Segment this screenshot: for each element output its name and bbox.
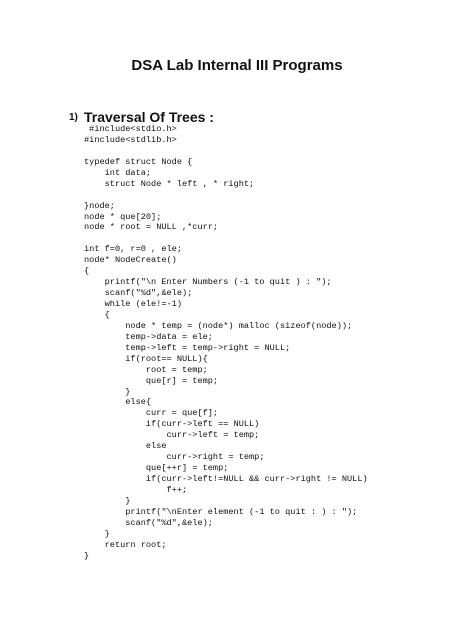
section-heading: Traversal Of Trees : [84, 109, 214, 125]
code-line [84, 146, 368, 157]
code-line: return root; [84, 539, 167, 550]
code-line: int data; [84, 167, 152, 178]
code-line: temp->data = ele; [84, 331, 213, 342]
code-line: { [84, 309, 110, 320]
code-line: node* NodeCreate() [84, 255, 177, 266]
code-line: }node; [84, 200, 115, 211]
code-line: curr->left = temp; [84, 430, 260, 441]
code-line: else [84, 441, 167, 452]
code-line: temp->left = temp->right = NULL; [84, 342, 291, 353]
code-line: } [84, 528, 110, 539]
code-line: scanf("%d",&ele); [84, 517, 213, 528]
code-line: { [84, 266, 90, 277]
code-line: que[r] = temp; [84, 375, 219, 386]
code-line: #include<stdio.h> [84, 124, 177, 134]
code-line: curr->right = temp; [84, 452, 265, 463]
code-line: while (ele!=-1) [84, 299, 182, 309]
code-line: printf("\n Enter Numbers (-1 to quit ) : "); [84, 277, 332, 288]
code-line: if(root== NULL){ [84, 353, 208, 364]
code-line: struct Node * left , * right; [84, 178, 255, 189]
code-line: node * root = NULL ,*curr; [84, 222, 219, 233]
code-line: #include<stdlib.h> [84, 134, 177, 145]
code-line: scanf("%d",&ele); [84, 288, 193, 299]
code-line: que[++r] = temp; [84, 463, 229, 474]
code-line: int f=0, r=0 , ele; [84, 244, 182, 255]
code-line: } [84, 550, 90, 561]
code-line: node * temp = (node*) malloc (sizeof(node)); [84, 320, 353, 331]
code-line [84, 233, 368, 244]
document-title: DSA Lab Internal III Programs [131, 57, 343, 74]
code-line [84, 190, 368, 201]
code-line: printf("\nEnter element (-1 to quit : ) : "); [84, 506, 358, 517]
code-line: if(curr->left == NULL) [84, 419, 260, 430]
code-line: root = temp; [84, 364, 208, 375]
code-line: curr = que[f]; [84, 408, 219, 419]
code-line: f++; [84, 484, 188, 495]
code-line: typedef struct Node { [84, 156, 193, 167]
code-block [84, 124, 368, 562]
code-line: } [84, 495, 131, 506]
code-line: else{ [84, 397, 152, 408]
code-line: node * que[20]; [84, 211, 162, 222]
code-line: } [84, 386, 131, 397]
section-number: 1) [69, 112, 78, 123]
code-line: if(curr->left!=NULL && curr->right != NULL) [84, 474, 368, 484]
